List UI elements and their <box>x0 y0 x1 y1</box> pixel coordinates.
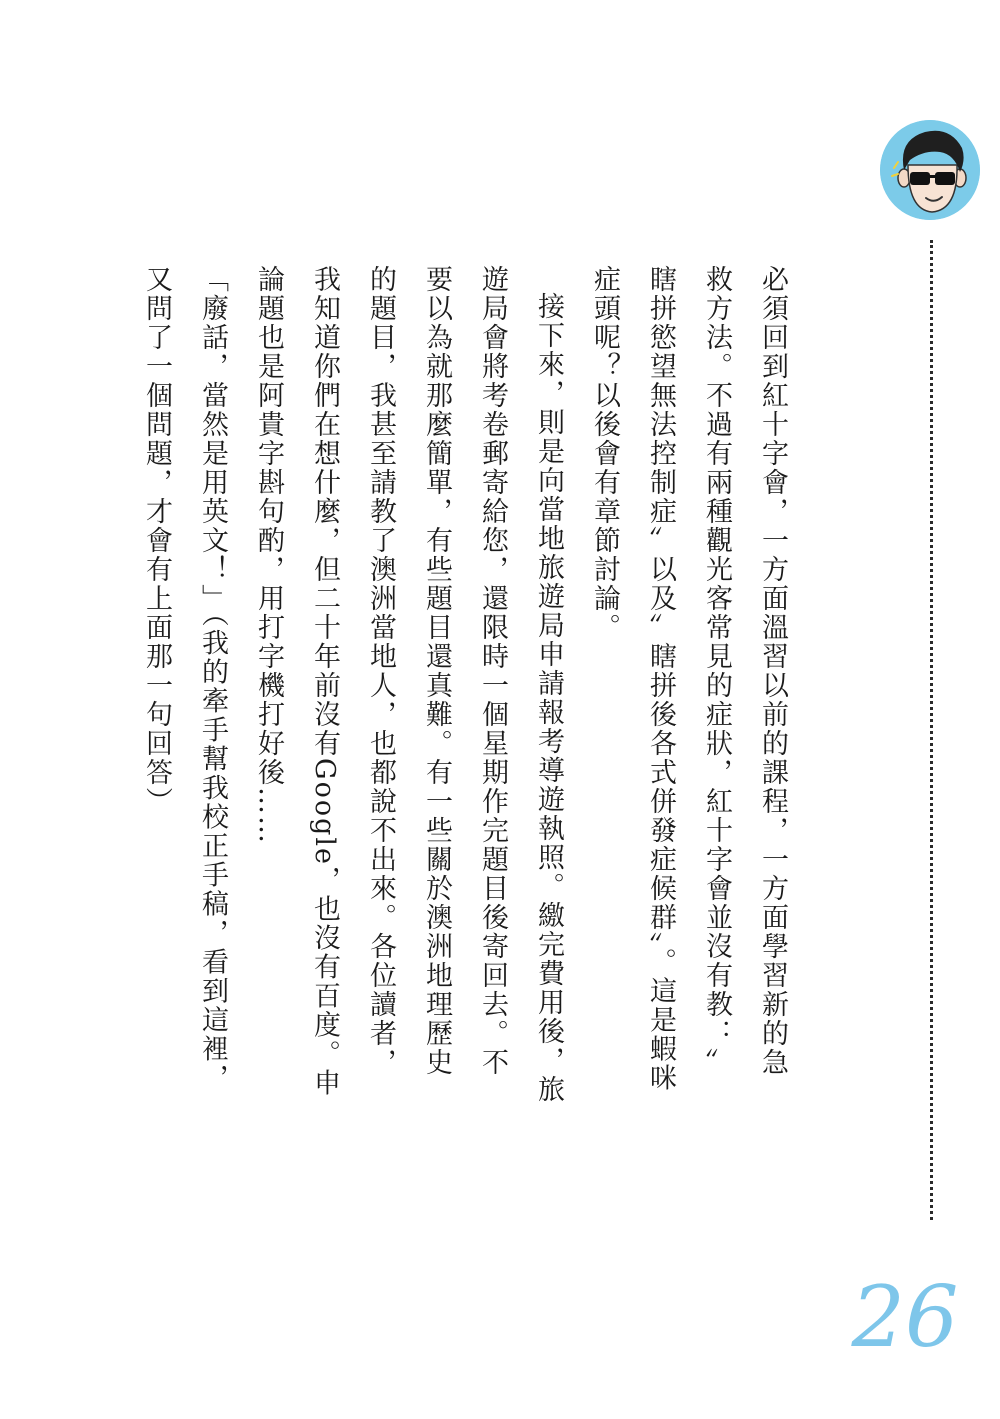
page-number: 26 <box>851 1268 959 1366</box>
paragraph-2: 接下來，則是向當地旅遊局申請報考導遊執照。繳完費用後，旅遊局會將考卷郵寄給您，還限時一個星期作完題目後寄回去。不要以為就那麼簡單，有些題目還真難。有一些關於澳洲地理歷史的題目，我甚至請教了澳洲當地人，也都說不出來。各位讀者，我知道你們在想什麼，但二十年前沒有Google，也沒有百度。申論題也是阿貴字斟句酌，用打字機打好後…… <box>253 265 564 1104</box>
avatar-face-icon <box>880 120 980 220</box>
dotted-divider <box>930 240 933 1220</box>
dialogue-paragraph <box>128 265 240 1105</box>
paragraph-1: 必須回到紅十字會，一方面溫習以前的課程，一方面學習新的急救方法。不過有兩種觀光客常見的症狀，紅十字會並沒有教：〞瞎拼慾望無法控制症〞以及〞瞎拼後各式併發症候群〞。這是蝦咪症頭呢？以後會有章節討論。 <box>589 265 788 1093</box>
body-text <box>128 265 800 1105</box>
author-avatar <box>880 120 980 220</box>
quote-text: 「廢話，當然是用英文！」 <box>197 265 228 613</box>
aside-note: （我的牽手幫我校正手稿，看到這裡，又問了一個問題，才會有上面那一句回答） <box>141 265 228 1093</box>
